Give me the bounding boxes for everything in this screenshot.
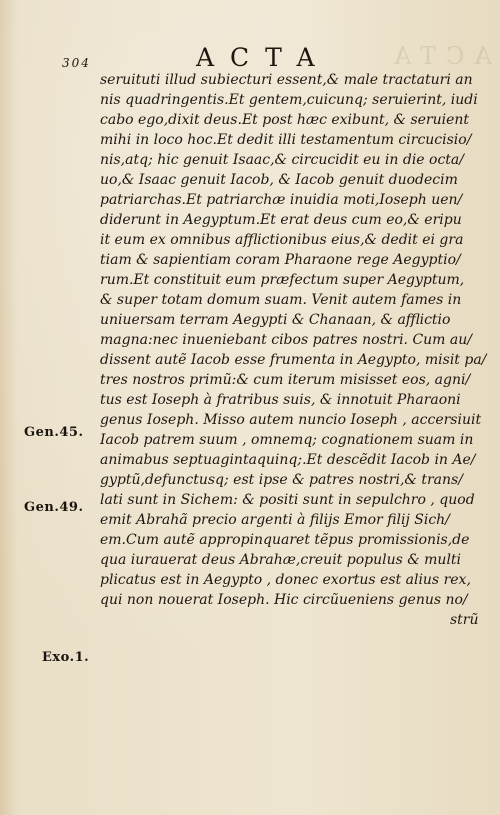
page-number: 304 [62, 56, 91, 70]
text-line: gyptũ,defunctusq; est ipse & patres nostri,& trans/ [100, 472, 463, 488]
text-line: tiam & sapientiam coram Pharaone rege Aegyptio/ [100, 252, 461, 268]
text-line: uniuersam terram Aegypti & Chanaan, & afflictio [100, 312, 451, 328]
text-line: cabo ego,dixit deus.Et post hæc exibunt, & seruient [100, 112, 470, 128]
text-line: magna:nec inueniebant cibos patres nostri. Cum au/ [100, 332, 472, 348]
text-line: it eum ex omnibus afflictionibus eius,& dedit ei gra [100, 232, 464, 248]
marginal-note-gen-45: Gen.45. [24, 425, 84, 440]
text-line: qua iurauerat deus Abrahæ,creuit populus & multi [100, 552, 462, 568]
text-line: uo,& Isaac genuit Iacob, & Iacob genuit duodecim [100, 172, 458, 188]
text-line: lati sunt in Sichem: & positi sunt in sepulchro , quod [100, 492, 475, 508]
marginal-note-exo-1: Exo.1. [42, 650, 90, 665]
text-line: nis quadringentis.Et gentem,cuicunq; seruierint, iudi [100, 92, 478, 108]
text-line: dissent autẽ Iacob esse frumenta in Aegypto, misit pa/ [100, 352, 487, 368]
marginal-note-gen-49: Gen.49. [24, 500, 84, 515]
text-line: plicatus est in Aegypto , donec exortus est alius rex, [100, 572, 471, 588]
text-line: tus est Ioseph à fratribus suis, & innotuit Pharaoni [100, 392, 461, 408]
text-line: mihi in loco hoc.Et dedit illi testamentum circucisio/ [100, 132, 472, 148]
text-line: em.Cum autẽ appropinquaret tẽpus promissionis,de [100, 532, 470, 548]
text-line: animabus septuagintaquinq;.Et descẽdit Iacob in Ae/ [100, 452, 476, 468]
text-line: Iacob patrem suum , omnemq; cognationem suam in [100, 432, 474, 448]
text-line: diderunt in Aegyptum.Et erat deus cum eo,& eripu [100, 212, 462, 228]
text-line: & super totam domum suam. Venit autem fames in [100, 292, 462, 308]
text-line: seruituti illud subiecturi essent,& male tractaturi an [100, 72, 473, 88]
text-line: genus Ioseph. Misso autem nuncio Ioseph , accersiuit [100, 412, 482, 428]
bleed-through-title: ACTA [384, 42, 492, 70]
text-line: emit Abrahã precio argenti à filijs Emor filij Sich/ [100, 512, 450, 528]
text-line: patriarchas.Et patriarchæ inuidia moti,Ioseph uen/ [100, 192, 463, 208]
running-title: ACTA [196, 43, 331, 72]
text-line: qui non nouerat Ioseph. Hic circũueniens genus no/ [100, 592, 468, 608]
text-line: strũ [450, 612, 479, 628]
text-line: tres nostros primũ:& cum iterum misisset eos, agni/ [100, 372, 471, 388]
main-text-block [100, 70, 487, 630]
text-line: nis,atq; hic genuit Isaac,& circucidit eu in die octa/ [100, 152, 464, 168]
text-line: rum.Et constituit eum præfectum super Aegyptum, [100, 272, 465, 288]
